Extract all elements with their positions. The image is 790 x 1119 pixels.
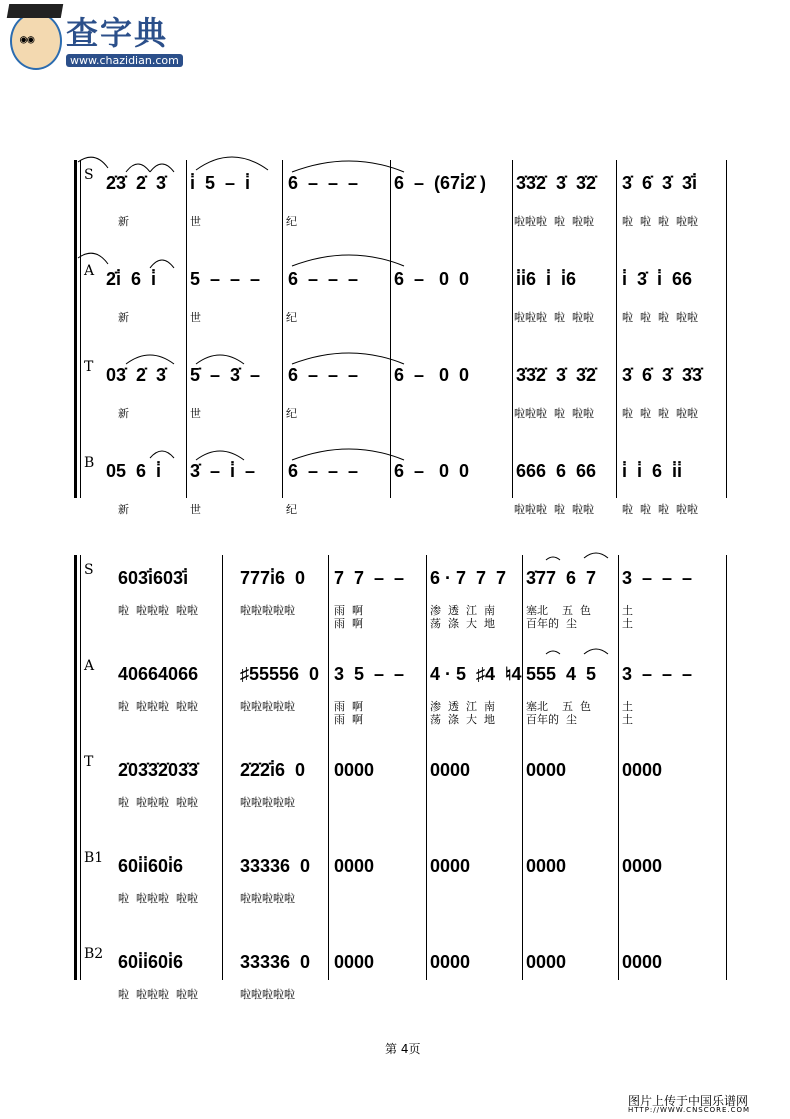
measure-notes: 3 5 – –: [334, 664, 405, 684]
lyric-text: 新: [118, 311, 129, 324]
lyric-text: 啦啦啦啦啦: [240, 892, 295, 905]
glasses-icon: ◉◉: [20, 32, 35, 46]
lyric-text: 啦啦啦 啦 啦啦: [514, 407, 594, 420]
measure-notes: 40664066: [118, 664, 199, 684]
tie: [292, 161, 404, 172]
measure-notes: 5 – – –: [190, 269, 261, 289]
page-number: 第 4页: [385, 1042, 421, 1056]
measure-notes: 33336 0: [240, 856, 311, 876]
lyric-text: 啦 啦 啦 啦啦: [622, 503, 698, 516]
lyric-text: 啦啦啦 啦 啦啦: [514, 503, 594, 516]
measure-notes: 0000: [526, 760, 567, 780]
lyric-text: 纪: [286, 503, 297, 516]
measure-notes: 0000: [430, 856, 471, 876]
slur: [196, 355, 244, 364]
lyric-text: 世: [190, 407, 201, 420]
measure-notes: 3 – – –: [622, 568, 693, 588]
lyric-text: 啦啦啦啦啦: [240, 988, 295, 1001]
tie: [292, 255, 404, 266]
slur: [150, 451, 174, 458]
lyric-text: 世: [190, 503, 201, 516]
fermata-arc: [546, 651, 560, 654]
lyric-text: 啦啦啦啦啦: [240, 796, 295, 809]
lyric-text: 土 土: [622, 604, 633, 630]
slur: [150, 260, 174, 268]
lyric-text: 啦 啦啦啦 啦啦: [118, 700, 198, 713]
lyric-text: 啦 啦 啦 啦啦: [622, 311, 698, 324]
slur: [150, 164, 174, 172]
measure-notes: 6 – 0 0: [394, 269, 470, 289]
measure-notes: 2̇i̇ 6 i̇: [106, 269, 157, 289]
footer-url[interactable]: HTTP://WWW.CNSCORE.COM: [628, 1106, 751, 1114]
measure-notes: 3̇3̇2̇ 3̇ 3̇2̇: [516, 173, 597, 193]
measure-notes: 6 – – –: [288, 269, 359, 289]
lyric-text: 啦 啦 啦 啦啦: [622, 215, 698, 228]
measure-notes: 6 – 0 0: [394, 461, 470, 481]
lyric-text: 啦啦啦啦啦: [240, 700, 295, 713]
measure-notes: 555 4 5: [526, 664, 597, 684]
lyric-text: 雨 啊 雨 啊: [334, 700, 363, 726]
tie: [292, 353, 404, 364]
measure-notes: 6 – – –: [288, 461, 359, 481]
measure-notes: 6 – – –: [288, 173, 359, 193]
measure-notes: 0000: [334, 760, 375, 780]
lyric-text: 啦 啦啦啦 啦啦: [118, 604, 198, 617]
lyric-text: 塞北 五 色 百年的 尘: [526, 604, 591, 630]
lyric-text: 塞北 五 色 百年的 尘: [526, 700, 591, 726]
measure-notes: ♯55556 0: [240, 664, 320, 684]
measure-notes: 0000: [430, 952, 471, 972]
measure-notes: 60i̇i̇60i̇6: [118, 952, 184, 972]
lyric-text: 纪: [286, 215, 297, 228]
part-label: B2: [84, 946, 104, 962]
part-label: B: [84, 455, 95, 471]
measure-notes: i̇ i̇ 6 i̇i̇: [622, 461, 683, 481]
lyric-text: 新: [118, 407, 129, 420]
slur: [584, 553, 608, 558]
logo-title: 查字典: [66, 14, 169, 52]
tie: [292, 449, 404, 460]
measure-notes: 3̇77 6 7: [526, 568, 597, 588]
slur: [584, 649, 608, 654]
measure-notes: 6 – (67i̇2̇ ): [394, 173, 487, 193]
slur: [78, 157, 108, 168]
lyric-text: 雨 啊 雨 啊: [334, 604, 363, 630]
logo-url[interactable]: www.chazidian.com: [66, 54, 183, 67]
lyric-text: 渗 透 江 南 荡 涤 大 地: [430, 700, 495, 726]
part-label: A: [84, 658, 95, 674]
measure-notes: 6 · 7 7 7: [430, 568, 507, 588]
measure-notes: 2̇03̇3̇2̇03̇3̇: [118, 760, 199, 780]
measure-notes: 4 · 5 ♯4 ♮4: [430, 664, 522, 684]
slur: [78, 253, 108, 264]
slur: [196, 451, 244, 460]
measure-notes: i̇i̇6 i̇ i̇6: [516, 269, 577, 289]
lyric-text: 土 土: [622, 700, 633, 726]
measure-notes: 2̇3̇ 2̇ 3̇: [106, 173, 167, 193]
measure-notes: 5̇ – 3̇ –: [190, 365, 261, 385]
measure-notes: 777i̇6 0: [240, 568, 306, 588]
part-label: T: [84, 359, 94, 375]
fermata-arc: [546, 557, 560, 560]
lyric-text: 啦啦啦 啦 啦啦: [514, 215, 594, 228]
measure-notes: 3̇ 6̇ 3̇ 3̇3̇: [622, 365, 703, 385]
slur: [126, 355, 174, 364]
part-label: S: [84, 167, 94, 183]
measure-notes: 05 6 i̇: [106, 461, 162, 481]
lyric-text: 啦 啦啦啦 啦啦: [118, 988, 198, 1001]
measure-notes: i̇ 3̇ i̇ 66: [622, 269, 693, 289]
slur: [126, 164, 150, 172]
measure-notes: 3̇ 6̇ 3̇ 3̇i̇: [622, 173, 698, 193]
lyric-text: 啦啦啦啦啦: [240, 604, 295, 617]
measure-notes: 6 – – –: [288, 365, 359, 385]
lyric-text: 新: [118, 215, 129, 228]
lyric-text: 啦啦啦 啦 啦啦: [514, 311, 594, 324]
measure-notes: 7 7 – –: [334, 568, 405, 588]
lyric-text: 新: [118, 503, 129, 516]
measure-notes: 0000: [526, 952, 567, 972]
part-label: S: [84, 562, 94, 578]
measure-notes: 0000: [622, 760, 663, 780]
measure-notes: 0000: [334, 952, 375, 972]
measure-notes: 0000: [622, 856, 663, 876]
measure-notes: 03̇ 2̇ 3̇: [106, 365, 167, 385]
lyric-text: 世: [190, 311, 201, 324]
measure-notes: 666 6 66: [516, 461, 597, 481]
measure-notes: i̇ 5 – i̇: [190, 173, 251, 193]
part-label: A: [84, 263, 95, 279]
part-label: B1: [84, 850, 104, 866]
measure-notes: 60i̇i̇60i̇6: [118, 856, 184, 876]
lyric-text: 啦 啦啦啦 啦啦: [118, 892, 198, 905]
lyric-text: 啦 啦 啦 啦啦: [622, 407, 698, 420]
measure-notes: 3̇3̇2̇ 3̇ 3̇2̇: [516, 365, 597, 385]
measure-notes: 33336 0: [240, 952, 311, 972]
measure-notes: 0000: [430, 760, 471, 780]
lyric-text: 渗 透 江 南 荡 涤 大 地: [430, 604, 495, 630]
footer-caption: 图片上传于中国乐谱网: [628, 1094, 749, 1108]
measure-notes: 3 – – –: [622, 664, 693, 684]
lyric-text: 啦 啦啦啦 啦啦: [118, 796, 198, 809]
measure-notes: 603̇i̇603̇i̇: [118, 568, 189, 588]
measure-notes: 2̇2̇2̇i̇6 0: [240, 760, 306, 780]
measure-notes: 3̇ – i̇ –: [190, 461, 256, 481]
measure-notes: 0000: [334, 856, 375, 876]
measure-notes: 0000: [622, 952, 663, 972]
measure-notes: 6 – 0 0: [394, 365, 470, 385]
slur: [196, 157, 268, 170]
part-label: T: [84, 754, 94, 770]
lyric-text: 纪: [286, 407, 297, 420]
measure-notes: 0000: [526, 856, 567, 876]
lyric-text: 纪: [286, 311, 297, 324]
lyric-text: 世: [190, 215, 201, 228]
